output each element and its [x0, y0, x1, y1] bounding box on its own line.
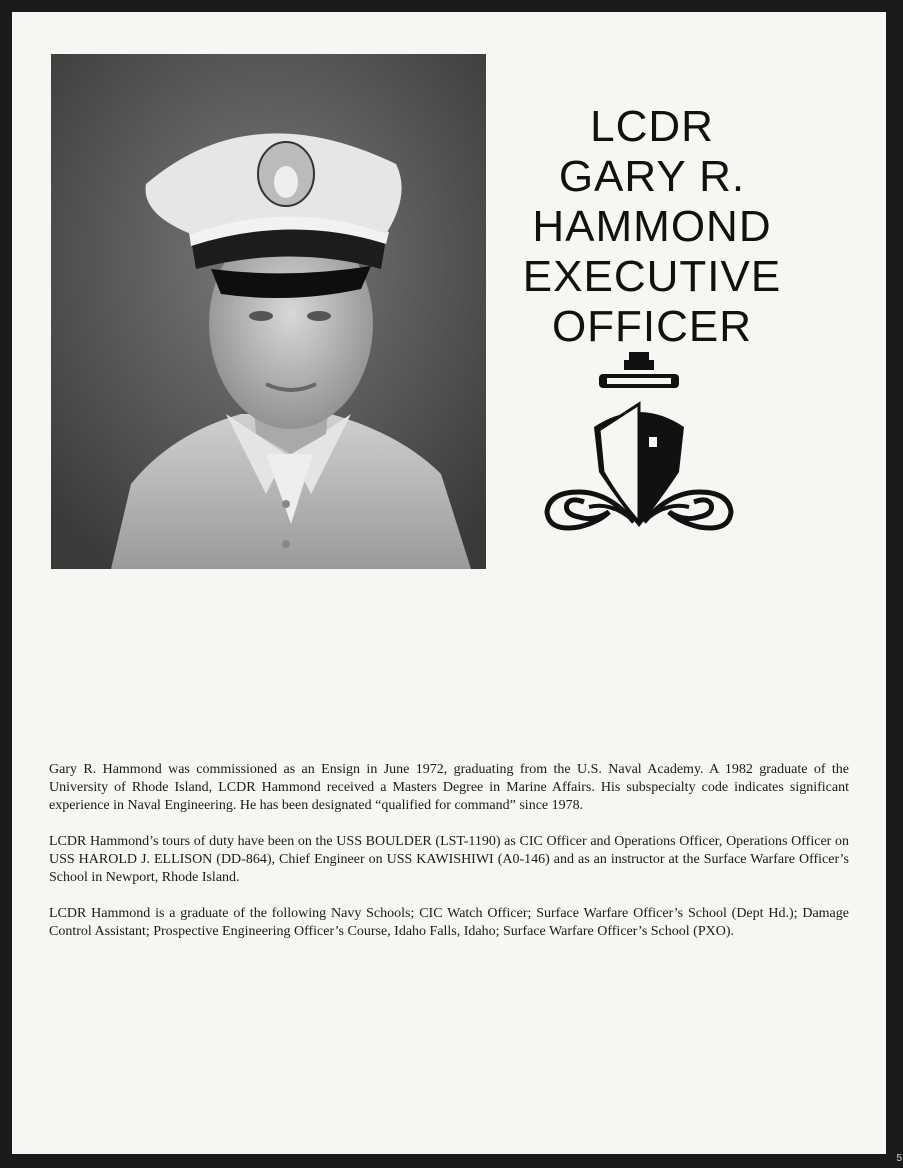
officer-biography	[49, 761, 849, 959]
page-number: 5	[896, 1153, 902, 1164]
title-line-position-2: OFFICER	[551, 302, 753, 351]
title-line-surname: HAMMOND	[532, 202, 772, 251]
title-line-name: GARY R.	[558, 152, 746, 201]
bio-paragraph-tours: LCDR Hammond’s tours of duty have been on the USS BOULDER (LST-1190) as CIC Officer and Operations Officer, Operations Officer on USS HAROLD J. ELLISON (DD-864), Chief Engineer on USS KAWISHIWI (A0-146) and as an instructor at the Surface Warfare Officer’s School in Newport, Rhode Island.	[49, 834, 849, 885]
title-line-rank: LCDR	[590, 102, 714, 151]
ship-bow-emblem-icon	[539, 352, 739, 542]
officer-title	[492, 102, 812, 352]
bio-paragraph-schools: LCDR Hammond is a graduate of the following Navy Schools; CIC Watch Officer; Surface Warfare Officer’s School (Dept Hd.); Damage Control Assistant; Prospective Engineering Officer’s Course, Idaho Falls, Idaho; Surface Warfare Officer’s School (PXO).	[49, 906, 849, 939]
title-line-position-1: EXECUTIVE	[522, 252, 782, 301]
officer-portrait-photo	[51, 54, 486, 569]
portrait-illustration	[51, 54, 486, 569]
bio-paragraph-education: Gary R. Hammond was commissioned as an Ensign in June 1972, graduating from the U.S. Naval Academy. A 1982 graduate of the University of Rhode Island, LCDR Hammond received a Masters Degree in Marine Affairs. His subspecialty code indicates significant experience in Naval Engineering. He has been designated “qualified for command” since 1978.	[49, 762, 849, 813]
yearbook-page	[12, 12, 886, 1154]
